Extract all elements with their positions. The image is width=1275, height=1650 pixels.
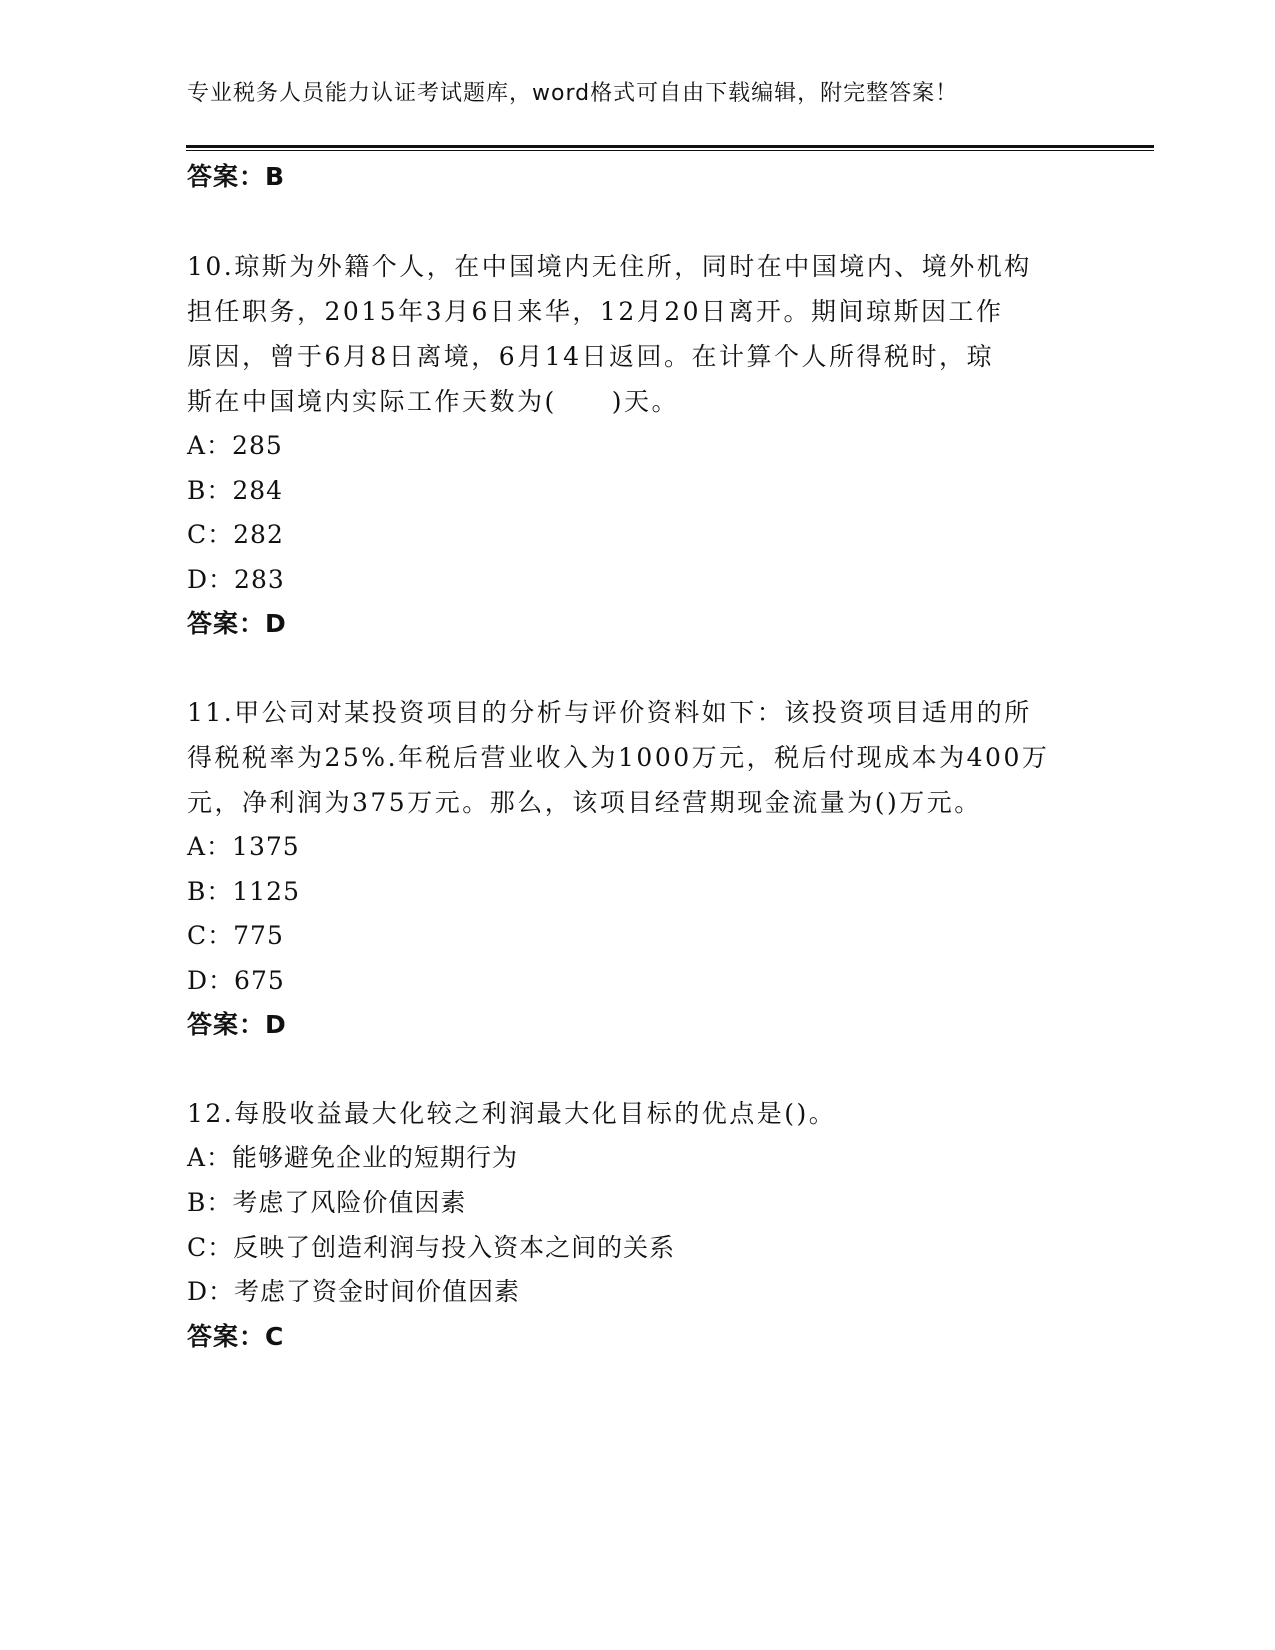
option-c: C：775: [187, 921, 284, 950]
question-stem-line: 斯在中国境内实际工作天数为( )天。: [187, 387, 680, 416]
option-a: A：1375: [187, 832, 300, 861]
question-stem-line: 12.每股收益最大化较之利润最大化目标的优点是()。: [187, 1099, 837, 1128]
question-stem-line: 10.琼斯为外籍个人，在中国境内无住所，同时在中国境内、境外机构: [187, 252, 1032, 281]
question-stem-line: 元，净利润为375万元。那么，该项目经营期现金流量为()万元。: [187, 788, 982, 817]
option-c: C：反映了创造利润与投入资本之间的关系: [187, 1233, 676, 1262]
page-header: 专业税务人员能力认证考试题库，word格式可自由下载编辑，附完整答案！: [187, 81, 959, 106]
option-d: D：675: [187, 966, 285, 995]
question-stem-line: 11.甲公司对某投资项目的分析与评价资料如下：该投资项目适用的所: [187, 698, 1032, 727]
answer: 答案：D: [187, 1010, 287, 1039]
option-b: B：考虑了风险价值因素: [187, 1188, 467, 1217]
answer: 答案：D: [187, 609, 287, 638]
question-stem-line: 担任职务，2015年3月6日来华，12月20日离开。期间琼斯因工作: [187, 297, 1004, 326]
option-d: D：考虑了资金时间价值因素: [187, 1277, 521, 1306]
option-c: C：282: [187, 520, 284, 549]
answer: 答案：C: [187, 1322, 285, 1351]
option-a: A：能够避免企业的短期行为: [187, 1143, 519, 1172]
header-divider-thin: [186, 150, 1154, 151]
option-b: B：1125: [187, 877, 300, 906]
option-a: A：285: [187, 431, 283, 460]
header-divider: [186, 145, 1154, 148]
question-stem-line: 原因，曾于6月8日离境，6月14日返回。在计算个人所得税时，琼: [187, 342, 995, 371]
option-d: D：283: [187, 565, 285, 594]
question-stem-line: 得税税率为25%.年税后营业收入为1000万元，税后付现成本为400万: [187, 743, 1050, 772]
option-b: B：284: [187, 476, 284, 505]
previous-answer: 答案：B: [187, 162, 286, 191]
